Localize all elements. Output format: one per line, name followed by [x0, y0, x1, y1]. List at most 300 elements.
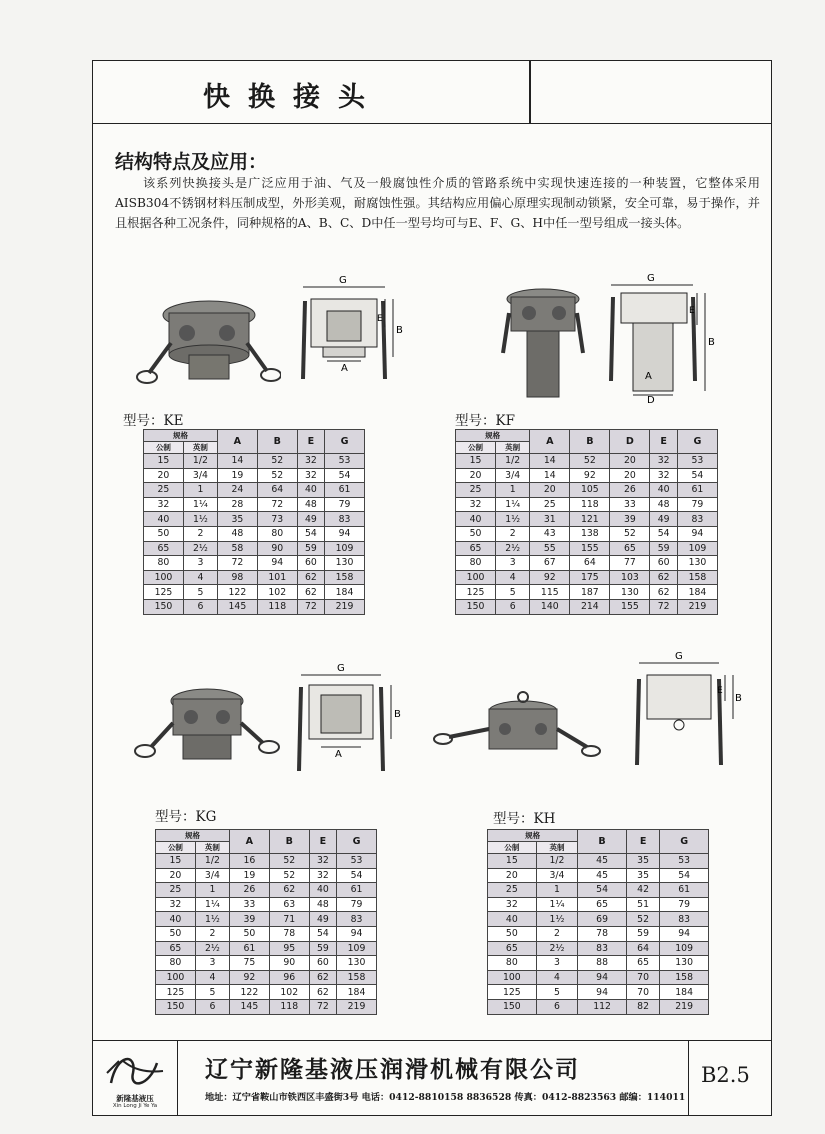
table-cell: 83	[337, 912, 377, 927]
table-cell: 2	[183, 526, 217, 541]
table-cell: 6	[183, 599, 217, 614]
table-cell: 70	[626, 985, 659, 1000]
ke-label-g: G	[339, 275, 347, 286]
table-cell: 51	[626, 897, 659, 912]
table-cell: 150	[156, 999, 196, 1014]
kh-coupler-photo	[431, 689, 601, 769]
table-cell: 60	[297, 556, 324, 571]
table-row	[156, 999, 377, 1014]
table-cell: 2¹⁄₂	[536, 941, 578, 956]
table-cell: 94	[677, 526, 717, 541]
company-logo	[93, 1041, 178, 1115]
ke-label-e: E	[377, 314, 383, 324]
table-row	[156, 868, 377, 883]
table-cell: 109	[677, 541, 717, 556]
page-title: 快换接头	[203, 82, 383, 113]
table-cell: 77	[610, 556, 650, 571]
table-cell: 54	[578, 883, 627, 898]
table-cell: 35	[626, 854, 659, 869]
kh-label-e: E	[717, 686, 723, 696]
table-cell: 72	[297, 599, 324, 614]
table-cell: 32	[650, 468, 677, 483]
table-cell: 5	[536, 985, 578, 1000]
table-cell: 54	[325, 468, 365, 483]
table-cell: 101	[257, 570, 297, 585]
table-cell: 48	[297, 497, 324, 512]
header-e: E	[650, 430, 677, 454]
kh-label-b: B	[735, 693, 742, 704]
table-cell: 88	[578, 956, 627, 971]
table-cell: 94	[325, 526, 365, 541]
table-cell: 94	[660, 926, 709, 941]
model-label-kf: 型号：KF	[455, 413, 515, 429]
table-cell: 40	[488, 912, 537, 927]
table-row	[456, 585, 718, 600]
table-cell: 20	[156, 868, 196, 883]
table-cell: 62	[650, 585, 677, 600]
table-cell: 158	[677, 570, 717, 585]
table-cell: 214	[570, 599, 610, 614]
table-cell: 35	[217, 512, 257, 527]
table-cell: 150	[488, 999, 537, 1014]
table-cell: 1¹⁄₂	[195, 912, 229, 927]
model-label-kg: 型号：KG	[155, 809, 217, 825]
table-cell: 28	[217, 497, 257, 512]
table-cell: 80	[144, 556, 184, 571]
table-cell: 52	[570, 454, 610, 469]
table-cell: 25	[530, 497, 570, 512]
table-cell: 4	[496, 570, 530, 585]
kg-dimension-diagram	[289, 661, 409, 779]
table-cell: 103	[610, 570, 650, 585]
table-cell: 121	[570, 512, 610, 527]
table-cell: 54	[660, 868, 709, 883]
table-cell: 184	[677, 585, 717, 600]
kh-label-g: G	[675, 651, 683, 662]
table-cell: 62	[297, 570, 324, 585]
table-cell: 60	[309, 956, 336, 971]
table-cell: 71	[269, 912, 309, 927]
table-cell: 83	[660, 912, 709, 927]
table-cell: 62	[309, 970, 336, 985]
table-row	[144, 585, 365, 600]
table-cell: 73	[257, 512, 297, 527]
table-cell: 32	[297, 454, 324, 469]
table-row	[144, 599, 365, 614]
table-cell: 184	[325, 585, 365, 600]
ke-dimension-diagram	[293, 271, 413, 391]
table-cell: 65	[456, 541, 496, 556]
table-cell: 45	[578, 868, 627, 883]
table-cell: 62	[309, 985, 336, 1000]
table-cell: 1/2	[536, 854, 578, 869]
table-cell: 15	[488, 854, 537, 869]
header-divider	[529, 61, 531, 123]
spec-table-kf	[455, 429, 718, 615]
table-cell: 145	[229, 999, 269, 1014]
table-cell: 155	[570, 541, 610, 556]
table-cell: 158	[337, 970, 377, 985]
table-cell: 19	[217, 468, 257, 483]
table-cell: 14	[530, 468, 570, 483]
table-cell: 1	[496, 483, 530, 498]
header-g: G	[325, 430, 365, 454]
header-d: D	[610, 430, 650, 454]
table-cell: 4	[536, 970, 578, 985]
table-row	[144, 512, 365, 527]
table-cell: 54	[677, 468, 717, 483]
kh-dimension-diagram	[625, 649, 749, 773]
table-cell: 79	[677, 497, 717, 512]
table-cell: 1¹⁄₂	[536, 912, 578, 927]
table-cell: 70	[626, 970, 659, 985]
table-cell: 54	[337, 868, 377, 883]
logo-subtext: Xin Long Ji Ye Ya	[112, 1103, 158, 1109]
table-row	[144, 483, 365, 498]
table-cell: 125	[488, 985, 537, 1000]
table-cell: 2	[536, 926, 578, 941]
page-footer	[93, 1040, 771, 1115]
header-b: B	[257, 430, 297, 454]
kf-dimension-diagram	[603, 271, 723, 403]
header-metric: 公制	[144, 442, 184, 454]
company-address: 地址：辽宁省鞍山市铁西区丰盛街3号 电话：0412-8810158 8836528 传真：0412-8823563 邮编：114011	[205, 1092, 686, 1103]
kg-label-a: A	[335, 749, 342, 760]
table-cell: 20	[530, 483, 570, 498]
header-b: B	[570, 430, 610, 454]
table-cell: 3	[496, 556, 530, 571]
table-cell: 83	[677, 512, 717, 527]
table-cell: 24	[217, 483, 257, 498]
table-cell: 219	[660, 999, 709, 1014]
table-cell: 65	[156, 941, 196, 956]
table-cell: 72	[257, 497, 297, 512]
table-cell: 1/2	[195, 854, 229, 869]
table-cell: 187	[570, 585, 610, 600]
table-cell: 1	[195, 883, 229, 898]
table-cell: 14	[530, 454, 570, 469]
table-cell: 109	[337, 941, 377, 956]
table-row	[488, 912, 709, 927]
table-cell: 219	[337, 999, 377, 1014]
table-cell: 61	[229, 941, 269, 956]
table-cell: 40	[650, 483, 677, 498]
spec-table-ke	[143, 429, 365, 615]
table-cell: 184	[337, 985, 377, 1000]
table-cell: 49	[297, 512, 324, 527]
table-cell: 130	[610, 585, 650, 600]
table-cell: 58	[217, 541, 257, 556]
header-imperial: 英制	[536, 842, 578, 854]
table-cell: 155	[610, 599, 650, 614]
table-cell: 15	[156, 854, 196, 869]
table-cell: 6	[195, 999, 229, 1014]
header-e: E	[297, 430, 324, 454]
table-cell: 3	[195, 956, 229, 971]
table-cell: 62	[297, 585, 324, 600]
table-cell: 118	[570, 497, 610, 512]
kf-label-d: D	[647, 395, 655, 403]
table-cell: 20	[610, 468, 650, 483]
table-cell: 25	[488, 883, 537, 898]
table-cell: 90	[269, 956, 309, 971]
table-cell: 80	[257, 526, 297, 541]
table-cell: 102	[269, 985, 309, 1000]
table-row	[456, 454, 718, 469]
table-cell: 59	[309, 941, 336, 956]
table-cell: 69	[578, 912, 627, 927]
table-cell: 39	[229, 912, 269, 927]
table-cell: 59	[297, 541, 324, 556]
kg-coupler-photo	[131, 683, 281, 769]
company-name: 辽宁新隆基液压润滑机械有限公司	[205, 1056, 580, 1083]
table-body	[144, 454, 365, 615]
table-cell: 54	[650, 526, 677, 541]
table-cell: 48	[650, 497, 677, 512]
table-cell: 219	[677, 599, 717, 614]
table-cell: 52	[626, 912, 659, 927]
header-e: E	[309, 830, 336, 854]
table-row	[488, 897, 709, 912]
section-description: 该系列快换接头是广泛应用于油、气及一般腐蚀性介质的管路系统中实现快速连接的一种装置，它整体采用AISB304不锈钢材料压制成型，外形美观，耐腐蚀性强。其结构应用偏心原理实现制动锁紧，安全可靠，易于操作，并且根据各种工况条件，同种规格的A、B、C、D中任一型号均可与E、F、G、H中任一型号组成一接头体。	[115, 176, 760, 230]
table-cell: 158	[660, 970, 709, 985]
header-metric: 公制	[456, 442, 496, 454]
table-cell: 184	[660, 985, 709, 1000]
model-label-kh: 型号：KH	[493, 811, 556, 827]
table-row	[144, 556, 365, 571]
table-cell: 4	[183, 570, 217, 585]
table-cell: 94	[578, 970, 627, 985]
table-cell: 63	[269, 897, 309, 912]
table-cell: 62	[650, 570, 677, 585]
header-spec: 规格	[156, 830, 230, 842]
table-cell: 118	[257, 599, 297, 614]
table-cell: 130	[660, 956, 709, 971]
table-cell: 83	[325, 512, 365, 527]
table-cell: 60	[650, 556, 677, 571]
table-cell: 62	[269, 883, 309, 898]
table-cell: 49	[650, 512, 677, 527]
table-cell: 1¹⁄₄	[195, 897, 229, 912]
table-cell: 64	[257, 483, 297, 498]
table-row	[488, 985, 709, 1000]
table-row	[156, 897, 377, 912]
table-row	[456, 526, 718, 541]
table-cell: 122	[217, 585, 257, 600]
table-cell: 48	[309, 897, 336, 912]
table-cell: 94	[337, 926, 377, 941]
table-cell: 32	[309, 868, 336, 883]
table-cell: 16	[229, 854, 269, 869]
table-cell: 72	[309, 999, 336, 1014]
table-cell: 50	[144, 526, 184, 541]
table-cell: 14	[217, 454, 257, 469]
header-e: E	[626, 830, 659, 854]
table-cell: 40	[156, 912, 196, 927]
table-row	[456, 556, 718, 571]
table-cell: 1¹⁄₂	[183, 512, 217, 527]
table-cell: 1/2	[183, 454, 217, 469]
table-row	[488, 999, 709, 1014]
kf-label-a: A	[645, 371, 652, 382]
header-g: G	[337, 830, 377, 854]
table-cell: 72	[217, 556, 257, 571]
kf-label-b: B	[708, 337, 715, 348]
table-row	[456, 468, 718, 483]
spec-table-kg	[155, 829, 377, 1015]
logo-swirl-icon	[93, 1043, 177, 1095]
header-a: A	[530, 430, 570, 454]
table-cell: 1	[536, 883, 578, 898]
header-imperial: 英制	[496, 442, 530, 454]
table-cell: 122	[229, 985, 269, 1000]
header-metric: 公制	[156, 842, 196, 854]
table-cell: 2¹⁄₂	[183, 541, 217, 556]
table-row	[488, 941, 709, 956]
table-cell: 6	[496, 599, 530, 614]
table-cell: 20	[610, 454, 650, 469]
table-cell: 61	[677, 483, 717, 498]
table-cell: 1¹⁄₄	[536, 897, 578, 912]
table-cell: 5	[496, 585, 530, 600]
table-cell: 118	[269, 999, 309, 1014]
table-cell: 64	[626, 941, 659, 956]
table-cell: 100	[488, 970, 537, 985]
table-cell: 53	[337, 854, 377, 869]
table-cell: 79	[325, 497, 365, 512]
table-cell: 78	[578, 926, 627, 941]
table-cell: 54	[309, 926, 336, 941]
table-cell: 33	[610, 497, 650, 512]
table-row	[144, 454, 365, 469]
table-cell: 54	[297, 526, 324, 541]
header-metric: 公制	[488, 842, 537, 854]
table-cell: 59	[626, 926, 659, 941]
table-row	[156, 912, 377, 927]
table-cell: 67	[530, 556, 570, 571]
table-row	[456, 541, 718, 556]
ke-label-b: B	[396, 325, 403, 336]
table-cell: 26	[229, 883, 269, 898]
table-cell: 32	[144, 497, 184, 512]
table-cell: 3/4	[195, 868, 229, 883]
table-cell: 175	[570, 570, 610, 585]
table-cell: 25	[144, 483, 184, 498]
table-row	[144, 468, 365, 483]
table-cell: 50	[156, 926, 196, 941]
table-row	[488, 883, 709, 898]
table-row	[456, 483, 718, 498]
table-row	[488, 956, 709, 971]
table-cell: 53	[325, 454, 365, 469]
table-cell: 50	[229, 926, 269, 941]
table-cell: 105	[570, 483, 610, 498]
table-row	[488, 970, 709, 985]
table-body	[156, 854, 377, 1015]
table-cell: 43	[530, 526, 570, 541]
table-cell: 94	[578, 985, 627, 1000]
table-cell: 52	[257, 454, 297, 469]
table-cell: 65	[144, 541, 184, 556]
header-spec: 规格	[488, 830, 578, 842]
table-cell: 53	[677, 454, 717, 469]
table-cell: 219	[325, 599, 365, 614]
table-cell: 83	[578, 941, 627, 956]
table-cell: 52	[610, 526, 650, 541]
table-row	[156, 854, 377, 869]
table-cell: 1¹⁄₄	[496, 497, 530, 512]
table-row	[144, 497, 365, 512]
table-cell: 90	[257, 541, 297, 556]
table-cell: 15	[144, 454, 184, 469]
table-cell: 100	[156, 970, 196, 985]
table-row	[156, 883, 377, 898]
table-cell: 61	[660, 883, 709, 898]
table-cell: 94	[257, 556, 297, 571]
table-cell: 100	[456, 570, 496, 585]
table-cell: 32	[297, 468, 324, 483]
kf-label-g: G	[647, 273, 655, 284]
table-cell: 52	[257, 468, 297, 483]
table-cell: 48	[217, 526, 257, 541]
table-cell: 2¹⁄₂	[195, 941, 229, 956]
logo-text: 新隆基液压	[116, 1094, 154, 1103]
table-row	[456, 570, 718, 585]
table-cell: 61	[325, 483, 365, 498]
kf-label-e: E	[689, 306, 695, 316]
table-cell: 53	[660, 854, 709, 869]
table-cell: 26	[610, 483, 650, 498]
header-g: G	[660, 830, 709, 854]
table-body	[456, 454, 718, 615]
table-cell: 140	[530, 599, 570, 614]
table-cell: 79	[337, 897, 377, 912]
table-row	[144, 541, 365, 556]
table-cell: 31	[530, 512, 570, 527]
table-cell: 2	[195, 926, 229, 941]
table-row	[156, 956, 377, 971]
kg-label-b: B	[394, 709, 401, 720]
table-cell: 19	[229, 868, 269, 883]
header-spec: 规格	[144, 430, 218, 442]
table-cell: 109	[325, 541, 365, 556]
table-cell: 33	[229, 897, 269, 912]
table-cell: 45	[578, 854, 627, 869]
table-row	[144, 526, 365, 541]
table-cell: 115	[530, 585, 570, 600]
table-row	[488, 926, 709, 941]
ke-coupler-photo	[131, 293, 281, 389]
table-cell: 25	[456, 483, 496, 498]
table-cell: 125	[144, 585, 184, 600]
table-cell: 130	[337, 956, 377, 971]
spec-table-kh	[487, 829, 709, 1015]
table-cell: 61	[337, 883, 377, 898]
table-cell: 130	[325, 556, 365, 571]
header-imperial: 英制	[183, 442, 217, 454]
table-cell: 150	[144, 599, 184, 614]
table-cell: 32	[156, 897, 196, 912]
table-cell: 145	[217, 599, 257, 614]
ke-label-a: A	[341, 363, 348, 374]
table-row	[456, 512, 718, 527]
table-cell: 112	[578, 999, 627, 1014]
table-cell: 52	[269, 854, 309, 869]
table-cell: 50	[488, 926, 537, 941]
table-row	[456, 497, 718, 512]
table-cell: 40	[297, 483, 324, 498]
table-cell: 109	[660, 941, 709, 956]
